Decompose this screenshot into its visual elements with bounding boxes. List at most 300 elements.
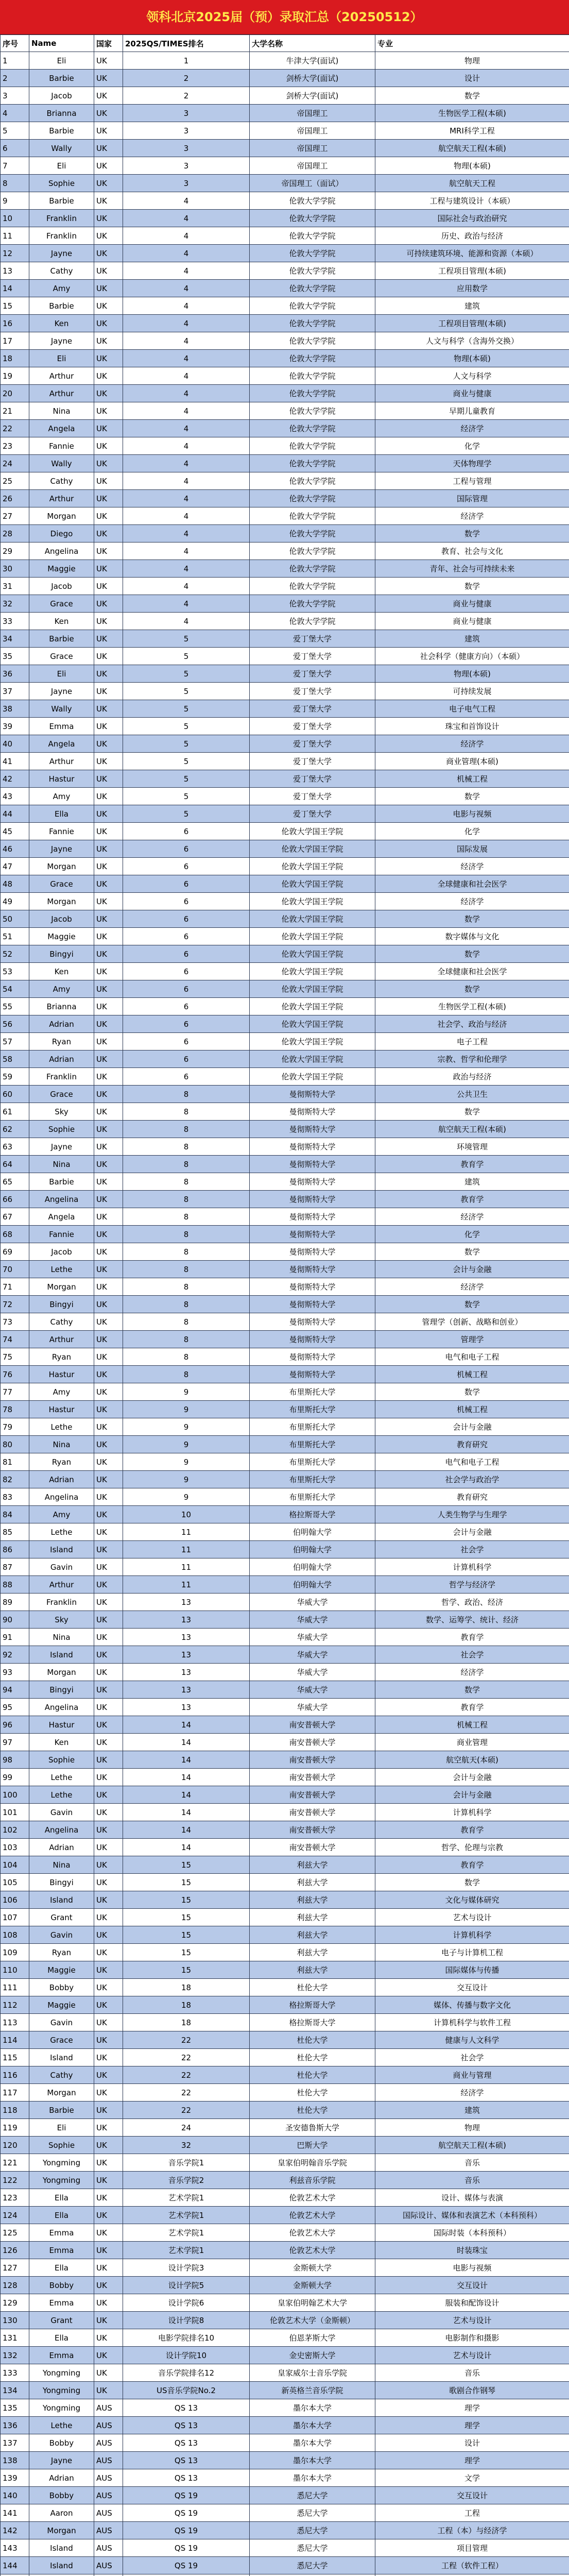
cell-major: 数学 — [375, 1874, 569, 1891]
table-row — [1, 2417, 569, 2434]
cell-country: AUS — [94, 2504, 123, 2522]
cell-university: 伦敦大学学院 — [250, 332, 375, 350]
table-row — [1, 788, 569, 805]
cell-major: 数学 — [375, 910, 569, 928]
cell-index: 120 — [1, 2137, 29, 2154]
cell-country: UK — [94, 2102, 123, 2119]
cell-major: 数学 — [375, 1103, 569, 1121]
cell-major: 管理学 — [375, 1331, 569, 1348]
cell-university: 爱丁堡大学 — [250, 753, 375, 770]
cell-index: 130 — [1, 2312, 29, 2329]
cell-ranking: 4 — [123, 525, 250, 543]
cell-country: UK — [94, 52, 123, 70]
cell-name: Wally — [29, 455, 94, 472]
cell-name: Ryan — [29, 1944, 94, 1961]
cell-major: 物理(本硕) — [375, 665, 569, 683]
cell-country: UK — [94, 1506, 123, 1523]
cell-index: 2 — [1, 70, 29, 87]
cell-ranking: 18 — [123, 1979, 250, 1996]
cell-major: 教育学 — [375, 1821, 569, 1839]
cell-index: 28 — [1, 525, 29, 543]
table-row — [1, 1523, 569, 1541]
cell-country: AUS — [94, 2434, 123, 2452]
header-name: Name — [29, 35, 94, 52]
cell-ranking: 8 — [123, 1278, 250, 1296]
table-row — [1, 315, 569, 332]
cell-country: UK — [94, 525, 123, 543]
cell-ranking: 9 — [123, 1488, 250, 1506]
cell-major: 商业管理(本硕) — [375, 753, 569, 770]
cell-university: 华威大学 — [250, 1664, 375, 1681]
cell-university: 爱丁堡大学 — [250, 805, 375, 823]
cell-university: 伦敦大学学院 — [250, 245, 375, 262]
cell-major: 数学 — [375, 525, 569, 543]
cell-name: Hastur — [29, 1716, 94, 1734]
cell-university: 伦敦大学学院 — [250, 402, 375, 420]
table-row — [1, 1839, 569, 1856]
cell-index: 69 — [1, 1243, 29, 1261]
cell-major: 会计与金融 — [375, 1786, 569, 1804]
cell-ranking: 8 — [123, 1243, 250, 1261]
cell-index: 62 — [1, 1121, 29, 1138]
cell-name: Cathy — [29, 2066, 94, 2084]
cell-university: 布里斯托大学 — [250, 1401, 375, 1418]
cell-ranking: 3 — [123, 157, 250, 175]
cell-country: UK — [94, 1926, 123, 1944]
cell-country: UK — [94, 1103, 123, 1121]
cell-name: Amy — [29, 1383, 94, 1401]
cell-university: 墨尔本大学 — [250, 2417, 375, 2434]
cell-country: UK — [94, 227, 123, 245]
cell-index: 131 — [1, 2329, 29, 2347]
cell-major: 全球健康和社会医学 — [375, 875, 569, 893]
cell-country: UK — [94, 1226, 123, 1243]
cell-country: UK — [94, 980, 123, 998]
cell-country: UK — [94, 1769, 123, 1786]
cell-ranking: 5 — [123, 683, 250, 700]
cell-name: Yongming — [29, 2399, 94, 2417]
cell-university: 伦敦大学国王学院 — [250, 1068, 375, 1086]
cell-index: 50 — [1, 910, 29, 928]
cell-university: 华威大学 — [250, 1629, 375, 1646]
cell-name: Bobby — [29, 2434, 94, 2452]
cell-major: 教育学 — [375, 1156, 569, 1173]
cell-country: UK — [94, 2224, 123, 2242]
cell-major: 电子与计算机工程 — [375, 1944, 569, 1961]
cell-country: UK — [94, 2066, 123, 2084]
table-row — [1, 1541, 569, 1558]
table-row — [1, 2242, 569, 2259]
cell-name: Morgan — [29, 2084, 94, 2102]
cell-major: 艺术与设计 — [375, 2347, 569, 2364]
cell-index: 92 — [1, 1646, 29, 1664]
cell-major: 化学 — [375, 823, 569, 840]
cell-index: 101 — [1, 1804, 29, 1821]
cell-name: Ken — [29, 963, 94, 980]
cell-country: UK — [94, 2259, 123, 2277]
table-row — [1, 1121, 569, 1138]
table-row — [1, 2102, 569, 2119]
table-row — [1, 1611, 569, 1629]
table-row — [1, 1471, 569, 1488]
cell-country: UK — [94, 2294, 123, 2312]
cell-major: 建筑 — [375, 630, 569, 648]
cell-index: 24 — [1, 455, 29, 472]
cell-ranking: 4 — [123, 350, 250, 367]
cell-ranking: QS 19 — [123, 2504, 250, 2522]
cell-major: 航空航天工程(本硕) — [375, 1121, 569, 1138]
cell-ranking: 8 — [123, 1296, 250, 1313]
cell-country: UK — [94, 2364, 123, 2382]
cell-university: 南安普顿大学 — [250, 1751, 375, 1769]
cell-major: 社会学 — [375, 1646, 569, 1664]
cell-index: 21 — [1, 402, 29, 420]
cell-country: UK — [94, 648, 123, 665]
cell-index: 4 — [1, 105, 29, 122]
cell-university: 悉尼大学 — [250, 2557, 375, 2574]
cell-ranking: 15 — [123, 1909, 250, 1926]
cell-ranking: 6 — [123, 840, 250, 858]
cell-index: 82 — [1, 1471, 29, 1488]
cell-name: Bobby — [29, 2277, 94, 2294]
table-row — [1, 1243, 569, 1261]
cell-name: Nina — [29, 1856, 94, 1874]
cell-index: 91 — [1, 1629, 29, 1646]
cell-ranking: 8 — [123, 1313, 250, 1331]
cell-major: 数学 — [375, 578, 569, 595]
cell-university: 爱丁堡大学 — [250, 665, 375, 683]
cell-name: Angelina — [29, 1699, 94, 1716]
cell-index: 32 — [1, 595, 29, 613]
table-row — [1, 928, 569, 945]
cell-ranking: 4 — [123, 227, 250, 245]
cell-country: UK — [94, 858, 123, 875]
cell-country: UK — [94, 2242, 123, 2259]
cell-country: UK — [94, 770, 123, 788]
table-row — [1, 2137, 569, 2154]
cell-ranking: QS 19 — [123, 2487, 250, 2504]
cell-country: UK — [94, 1558, 123, 1576]
table-row — [1, 1874, 569, 1891]
cell-ranking: 1 — [123, 52, 250, 70]
cell-index: 31 — [1, 578, 29, 595]
cell-country: UK — [94, 2154, 123, 2172]
cell-major: 哲学、伦理与宗教 — [375, 1839, 569, 1856]
table-row — [1, 262, 569, 280]
cell-ranking: 4 — [123, 455, 250, 472]
cell-country: UK — [94, 1751, 123, 1769]
cell-name: Eli — [29, 2119, 94, 2137]
cell-index: 114 — [1, 2031, 29, 2049]
table-row — [1, 613, 569, 630]
cell-country: UK — [94, 1086, 123, 1103]
cell-major: 生物医学工程(本硕) — [375, 105, 569, 122]
cell-country: UK — [94, 805, 123, 823]
table-row — [1, 1068, 569, 1086]
cell-country: AUS — [94, 2557, 123, 2574]
cell-name: Jacob — [29, 578, 94, 595]
cell-name: Emma — [29, 2347, 94, 2364]
cell-ranking: 8 — [123, 1366, 250, 1383]
cell-major: 商业与管理 — [375, 2066, 569, 2084]
table-row — [1, 2399, 569, 2417]
cell-country: UK — [94, 2014, 123, 2031]
cell-university: 伦敦大学国王学院 — [250, 963, 375, 980]
cell-name: Barbie — [29, 2102, 94, 2119]
cell-university: 帝国理工 — [250, 157, 375, 175]
cell-country: UK — [94, 578, 123, 595]
cell-ranking: 4 — [123, 297, 250, 315]
cell-major: 社会学、政治与经济 — [375, 1015, 569, 1033]
cell-university: 墨尔本大学 — [250, 2434, 375, 2452]
cell-name: Brianna — [29, 998, 94, 1015]
cell-major: 经济学 — [375, 507, 569, 525]
cell-ranking: 4 — [123, 490, 250, 507]
table-row — [1, 1909, 569, 1926]
cell-major: 天体物理学 — [375, 455, 569, 472]
cell-country: UK — [94, 1681, 123, 1699]
cell-university: 伦敦大学学院 — [250, 455, 375, 472]
cell-name: Sophie — [29, 2137, 94, 2154]
cell-index: 9 — [1, 192, 29, 210]
cell-major: 国际管理 — [375, 490, 569, 507]
cell-name: Angelina — [29, 543, 94, 560]
cell-major: 经济学 — [375, 893, 569, 910]
cell-name: Sophie — [29, 175, 94, 192]
cell-name: Lethe — [29, 2417, 94, 2434]
cell-country: UK — [94, 1015, 123, 1033]
cell-index: 67 — [1, 1208, 29, 1226]
cell-country: UK — [94, 2084, 123, 2102]
cell-name: Yongming — [29, 2154, 94, 2172]
table-row — [1, 210, 569, 227]
cell-ranking: 8 — [123, 1191, 250, 1208]
cell-index: 13 — [1, 262, 29, 280]
cell-major: 管理学（创新、战略和创业） — [375, 1313, 569, 1331]
cell-major: 艺术与设计 — [375, 1909, 569, 1926]
cell-ranking: 10 — [123, 1506, 250, 1523]
cell-name: Ella — [29, 2189, 94, 2207]
cell-major: 国际时装（本科预科） — [375, 2224, 569, 2242]
cell-name: Angela — [29, 1208, 94, 1226]
table-row — [1, 560, 569, 578]
cell-country: UK — [94, 385, 123, 402]
cell-major: MRI科学工程 — [375, 122, 569, 140]
cell-ranking: 15 — [123, 1961, 250, 1979]
table-row — [1, 2277, 569, 2294]
table-row — [1, 2347, 569, 2364]
table-row — [1, 157, 569, 175]
cell-university: 利兹大学 — [250, 1926, 375, 1944]
cell-country: UK — [94, 788, 123, 805]
cell-major: 会计与金融 — [375, 1418, 569, 1436]
table-row — [1, 543, 569, 560]
cell-major: 经济学 — [375, 2084, 569, 2102]
cell-country: UK — [94, 1804, 123, 1821]
cell-major: 工程 — [375, 2504, 569, 2522]
cell-name: Ella — [29, 2207, 94, 2224]
cell-major: 数学 — [375, 945, 569, 963]
table-row — [1, 858, 569, 875]
cell-index: 33 — [1, 613, 29, 630]
cell-university: 南安普顿大学 — [250, 1821, 375, 1839]
cell-ranking: 15 — [123, 1926, 250, 1944]
cell-university: 杜伦大学 — [250, 2102, 375, 2119]
cell-name: Sky — [29, 1103, 94, 1121]
admissions-table — [0, 35, 569, 2576]
cell-university: 剑桥大学(面试) — [250, 87, 375, 105]
cell-university: 华威大学 — [250, 1699, 375, 1716]
table-row — [1, 192, 569, 210]
cell-ranking: 6 — [123, 910, 250, 928]
table-row — [1, 1050, 569, 1068]
cell-ranking: 音乐学院排名12 — [123, 2364, 250, 2382]
cell-country: UK — [94, 297, 123, 315]
cell-name: Jacob — [29, 1243, 94, 1261]
table-row — [1, 1629, 569, 1646]
cell-university: 南安普顿大学 — [250, 1804, 375, 1821]
cell-ranking: 8 — [123, 1121, 250, 1138]
table-row — [1, 1383, 569, 1401]
cell-country: UK — [94, 2189, 123, 2207]
cell-ranking: 5 — [123, 805, 250, 823]
cell-name — [29, 2574, 94, 2576]
cell-university: 伦敦大学学院 — [250, 613, 375, 630]
cell-index: 126 — [1, 2242, 29, 2259]
cell-name: Barbie — [29, 1173, 94, 1191]
cell-name: Lethe — [29, 1418, 94, 1436]
cell-major: 媒体、传播与数字文化 — [375, 1996, 569, 2014]
cell-index: 27 — [1, 507, 29, 525]
cell-name: Franklin — [29, 1594, 94, 1611]
cell-name: Ken — [29, 1734, 94, 1751]
cell-country: UK — [94, 1576, 123, 1594]
cell-university: 伯明翰大学 — [250, 1576, 375, 1594]
table-row — [1, 630, 569, 648]
cell-name: Arthur — [29, 1576, 94, 1594]
cell-name: Grace — [29, 2031, 94, 2049]
table-row — [1, 297, 569, 315]
cell-major: 物理(本硕) — [375, 350, 569, 367]
cell-ranking: 8 — [123, 1331, 250, 1348]
cell-index: 29 — [1, 543, 29, 560]
cell-index: 37 — [1, 683, 29, 700]
cell-ranking: 5 — [123, 735, 250, 753]
cell-ranking: 22 — [123, 2031, 250, 2049]
cell-ranking: 5 — [123, 630, 250, 648]
table-row — [1, 87, 569, 105]
cell-major: 经济学 — [375, 1278, 569, 1296]
cell-university: 格拉斯哥大学 — [250, 1996, 375, 2014]
cell-major: 经济学 — [375, 735, 569, 753]
cell-country: UK — [94, 437, 123, 455]
cell-university: 伯恩茅斯大学 — [250, 2329, 375, 2347]
cell-major: 电影与视频 — [375, 2259, 569, 2277]
cell-university: 伦敦大学学院 — [250, 350, 375, 367]
cell-country: UK — [94, 1996, 123, 2014]
cell-country: UK — [94, 175, 123, 192]
cell-major: 音乐 — [375, 2364, 569, 2382]
cell-major: 历史、政治与经济 — [375, 227, 569, 245]
cell-ranking: QS 13 — [123, 2417, 250, 2434]
cell-index: 10 — [1, 210, 29, 227]
cell-country: UK — [94, 157, 123, 175]
table-row — [1, 1576, 569, 1594]
table-row — [1, 2172, 569, 2189]
table-row — [1, 945, 569, 963]
cell-name: Jayne — [29, 332, 94, 350]
cell-major: 建筑 — [375, 1173, 569, 1191]
cell-major: 计算机科学 — [375, 1804, 569, 1821]
cell-university: 伦敦大学国王学院 — [250, 910, 375, 928]
cell-ranking: 4 — [123, 210, 250, 227]
table-row — [1, 1453, 569, 1471]
cell-index: 20 — [1, 385, 29, 402]
cell-name: Bobby — [29, 1979, 94, 1996]
cell-name: Jayne — [29, 245, 94, 262]
table-row — [1, 2189, 569, 2207]
table-row — [1, 735, 569, 753]
cell-name: Grace — [29, 875, 94, 893]
cell-index: 48 — [1, 875, 29, 893]
cell-university: 利兹大学 — [250, 1856, 375, 1874]
cell-country: UK — [94, 1594, 123, 1611]
header-major: 专业 — [375, 35, 569, 52]
cell-index: 84 — [1, 1506, 29, 1523]
table-row — [1, 507, 569, 525]
cell-university: 爱丁堡大学 — [250, 788, 375, 805]
cell-major: 商业与健康 — [375, 385, 569, 402]
cell-index: 71 — [1, 1278, 29, 1296]
cell-country: UK — [94, 613, 123, 630]
cell-ranking: 6 — [123, 1050, 250, 1068]
cell-country: AUS — [94, 2399, 123, 2417]
cell-name: Morgan — [29, 2522, 94, 2539]
cell-major: 电气和电子工程 — [375, 1348, 569, 1366]
cell-university: 伦敦大学学院 — [250, 262, 375, 280]
cell-country: UK — [94, 262, 123, 280]
cell-university: 伯明翰大学 — [250, 1558, 375, 1576]
cell-university: 帝国理工 — [250, 140, 375, 157]
table-row — [1, 490, 569, 507]
cell-country: UK — [94, 70, 123, 87]
cell-index: 143 — [1, 2539, 29, 2557]
cell-ranking: 22 — [123, 2084, 250, 2102]
table-row — [1, 700, 569, 718]
cell-name: Adrian — [29, 1015, 94, 1033]
cell-country: UK — [94, 1839, 123, 1856]
cell-ranking: 4 — [123, 613, 250, 630]
cell-university: 伦敦大学学院 — [250, 543, 375, 560]
table-row — [1, 963, 569, 980]
cell-name: Franklin — [29, 1068, 94, 1086]
cell-country: UK — [94, 332, 123, 350]
cell-university: 利兹大学 — [250, 1874, 375, 1891]
cell-ranking: 13 — [123, 1611, 250, 1629]
cell-name: Grant — [29, 2312, 94, 2329]
cell-major: 工程项目管理(本硕) — [375, 315, 569, 332]
table-row — [1, 823, 569, 840]
cell-major: 服装和配饰设计 — [375, 2294, 569, 2312]
cell-university: 伦敦大学学院 — [250, 525, 375, 543]
cell-university: 伦敦大学国王学院 — [250, 840, 375, 858]
cell-country: UK — [94, 490, 123, 507]
cell-ranking: 设计学院5 — [123, 2277, 250, 2294]
cell-index: 72 — [1, 1296, 29, 1313]
cell-country: UK — [94, 507, 123, 525]
cell-university: 伦敦大学学院 — [250, 420, 375, 437]
table-row — [1, 2084, 569, 2102]
